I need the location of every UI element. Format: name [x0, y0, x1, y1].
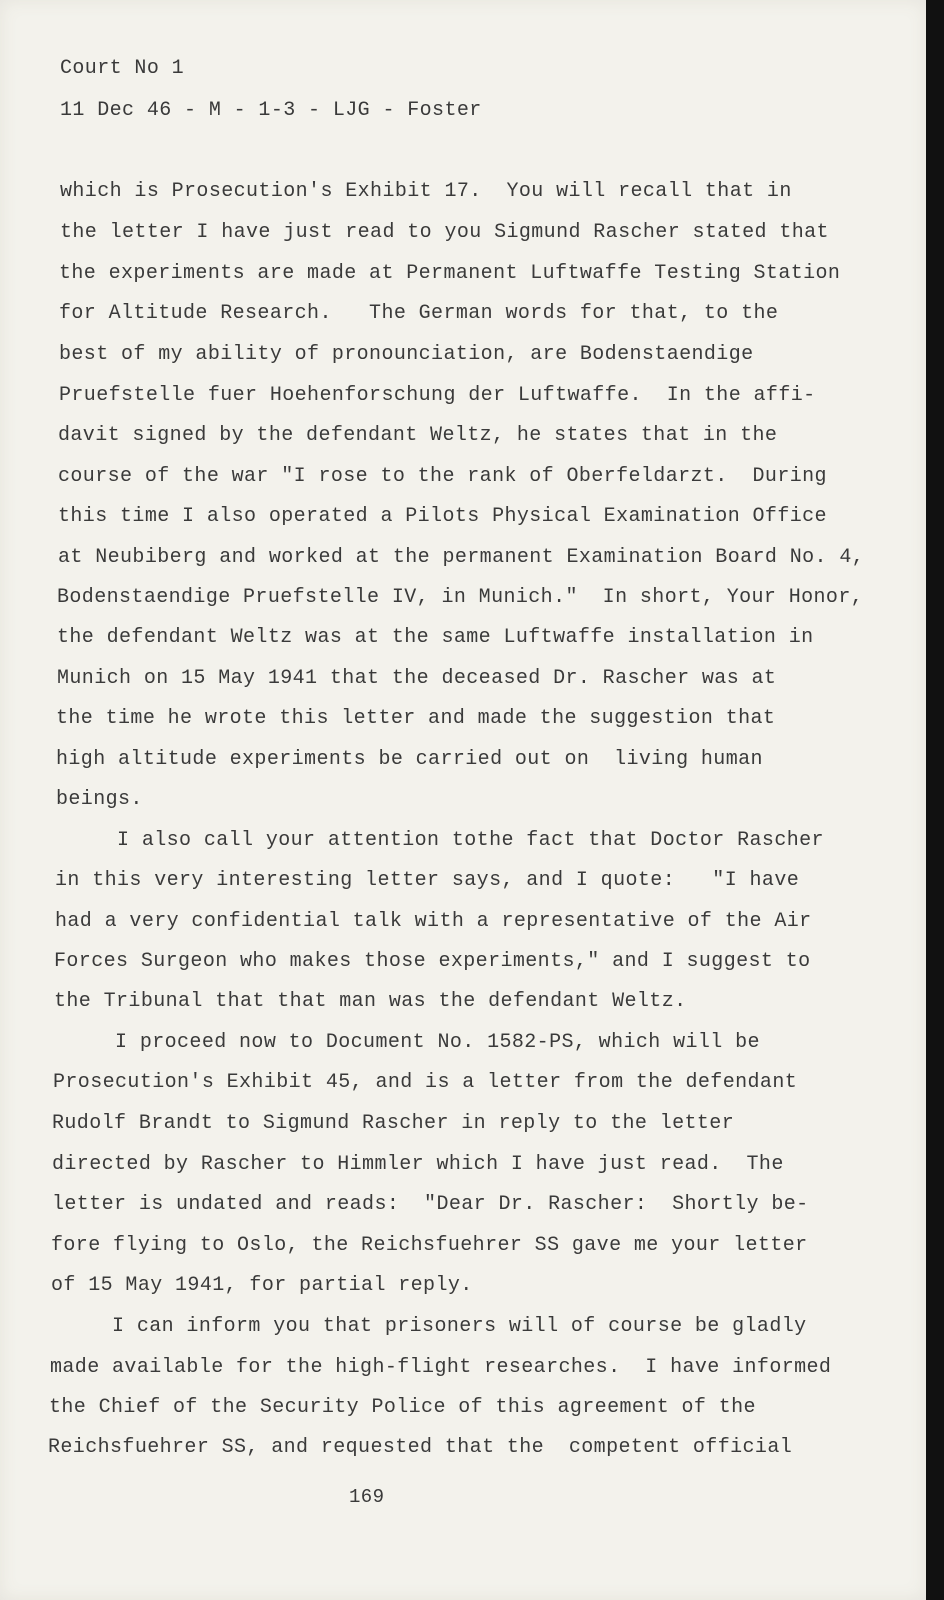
text-line: in this very interesting letter says, and I quote: "I have: [55, 869, 800, 892]
text-line: I also call your attention tothe fact that Doctor Rascher: [55, 829, 824, 852]
text-line: letter is undated and reads: "Dear Dr. Rascher: Shortly be-: [52, 1193, 809, 1216]
session-reference: 11 Dec 46 - M - 1-3 - LJG - Foster: [60, 99, 482, 122]
text-line: davit signed by the defendant Weltz, he states that in the: [58, 424, 778, 447]
text-line: Reichsfuehrer SS, and requested that the competent official: [48, 1436, 793, 1459]
scan-border: [926, 0, 944, 1600]
text-line: Bodenstaendige Pruefstelle IV, in Munich." In short, Your Honor,: [57, 586, 864, 609]
text-line: the experiments are made at Permanent Luftwaffe Testing Station: [59, 262, 841, 285]
text-line: at Neubiberg and worked at the permanent Examination Board No. 4,: [58, 546, 865, 569]
text-line: I can inform you that prisoners will of course be gladly: [50, 1315, 807, 1338]
text-line: Rudolf Brandt to Sigmund Rascher in reply to the letter: [52, 1112, 735, 1135]
text-line: the defendant Weltz was at the same Luftwaffe installation in: [57, 626, 814, 649]
text-line: Pruefstelle fuer Hoehenforschung der Luftwaffe. In the affi-: [59, 384, 816, 407]
text-line: the letter I have just read to you Sigmund Rascher stated that: [60, 221, 829, 244]
text-line: high altitude experiments be carried out on living human: [56, 748, 763, 771]
text-line: beings.: [56, 788, 143, 811]
text-line: best of my ability of pronounciation, are Bodenstaendige: [59, 343, 754, 366]
text-line: I proceed now to Document No. 1582-PS, which will be: [53, 1031, 760, 1054]
text-line: this time I also operated a Pilots Physical Examination Office: [58, 505, 827, 528]
text-line: the Tribunal that that man was the defendant Weltz.: [54, 990, 687, 1013]
page-number: 169: [349, 1486, 385, 1508]
text-line: had a very confidential talk with a representative of the Air: [55, 910, 812, 933]
text-line: fore flying to Oslo, the Reichsfuehrer SS gave me your letter: [51, 1234, 808, 1257]
text-line: the time he wrote this letter and made the suggestion that: [56, 707, 776, 730]
text-line: Prosecution's Exhibit 45, and is a letter from the defendant: [53, 1071, 798, 1094]
text-line: directed by Rascher to Himmler which I have just read. The: [52, 1153, 784, 1176]
text-line: made available for the high-flight researches. I have informed: [50, 1356, 832, 1379]
text-line: Munich on 15 May 1941 that the deceased Dr. Rascher was at: [57, 667, 777, 690]
text-line: Forces Surgeon who makes those experiments," and I suggest to: [54, 950, 811, 973]
court-number: Court No 1: [60, 57, 185, 80]
text-line: of 15 May 1941, for partial reply.: [51, 1274, 473, 1297]
text-line: course of the war "I rose to the rank of Oberfeldarzt. During: [58, 465, 827, 488]
text-line: for Altitude Research. The German words for that, to the: [59, 302, 779, 325]
text-line: the Chief of the Security Police of this agreement of the: [49, 1396, 756, 1419]
text-line: which is Prosecution's Exhibit 17. You will recall that in: [60, 180, 792, 203]
